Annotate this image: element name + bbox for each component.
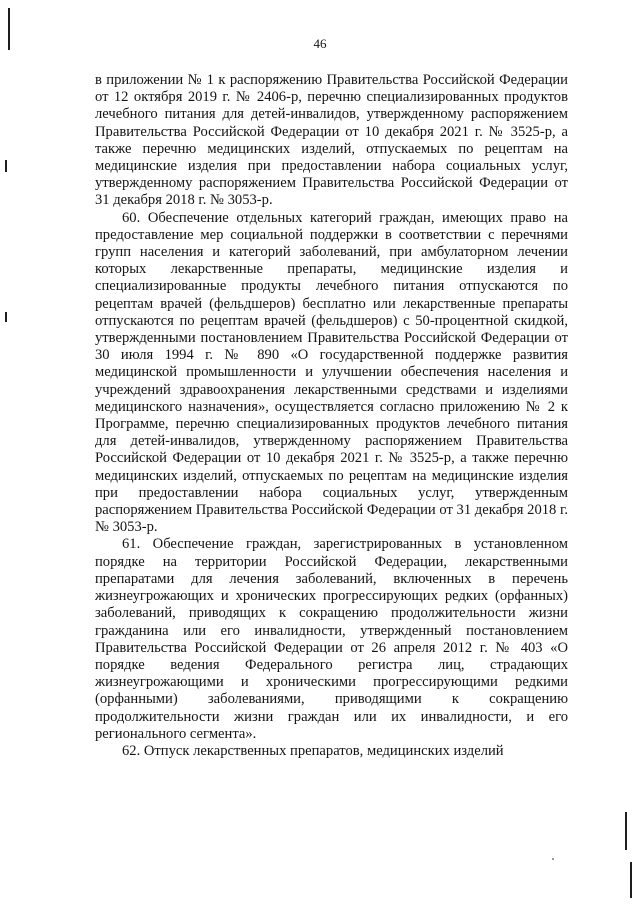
paragraph-61: 61. Обеспечение граждан, зарегистрированных в установленном порядке на территории Российской Федерации, лекарственными препаратами для лечения заболеваний, включенных в перечень жизнеугрожающих и хронических прогрессирующих редких (орфанных) заболеваний, приводящих к сокращению продолжительности жизни гражданина или его инвалидности, утвержденный постановлением Правительства Российской Федерации от 26 апреля 2012 г. № 403 «О порядке ведения Федерального регистра лиц, страдающих жизнеугрожающими и хроническими прогрессирующими редкими (орфанными) заболеваниями, приводящими к сокращению продолжительности жизни граждан или их инвалидности, и его регионального сегмента». bbox=[95, 536, 568, 742]
scan-speck bbox=[552, 858, 554, 860]
document-body bbox=[95, 72, 568, 760]
scan-edge-mark-left-2 bbox=[5, 312, 7, 322]
scan-edge-mark-right-2 bbox=[630, 862, 632, 898]
paragraph-continuation: в приложении № 1 к распоряжению Правительства Российской Федерации от 12 октября 2019 г. № 2406-р, перечню специализированных продуктов лечебного питания для детей-инвалидов, утвержденному распоряжением Правительства Российской Федерации от 10 декабря 2021 г. № 3525-р, а также перечню медицинских изделий, отпускаемых по рецептам на медицинские изделия при предоставлении набора социальных услуг, утвержденному распоряжением Правительства Российской Федерации от 31 декабря 2018 г. № 3053-р. bbox=[95, 72, 568, 209]
scan-edge-mark-top-left bbox=[8, 8, 10, 50]
page-number: 46 bbox=[313, 36, 327, 51]
paragraph-62: 62. Отпуск лекарственных препаратов, медицинских изделий bbox=[122, 742, 504, 759]
paragraph-60: 60. Обеспечение отдельных категорий граждан, имеющих право на предоставление мер социальной поддержки в соответствии с перечнями групп населения и категорий заболеваний, при амбулаторном лечении которых лекарственные препараты, медицинские изделия и специализированные продукты лечебного питания отпускаются по рецептам врачей (фельдшеров) бесплатно или лекарственные препараты отпускаются по рецептам врачей (фельдшеров) с 50-процентной скидкой, утвержденными постановлением Правительства Российской Федерации от 30 июля 1994 г. № 890 «О государственной поддержке развития медицинской промышленности и улучшении обеспечения населения и учреждений здравоохранения лекарственными средствами и изделиями медицинского назначения», осуществляется согласно приложению № 2 к Программе, перечню специализированных продуктов лечебного питания для детей-инвалидов, утвержденному распоряжением Правительства Российской Федерации от 10 декабря 2021 г. № 3525-р, а также перечню медицинских изделий, отпускаемых по рецептам на медицинские изделия при предоставлении набора социальных услуг, утвержденным распоряжением Правительства Российской Федерации от 31 декабря 2018 г. № 3053-р. bbox=[95, 209, 568, 536]
scan-edge-mark-right-1 bbox=[625, 812, 627, 850]
scan-edge-mark-left-1 bbox=[5, 160, 7, 172]
